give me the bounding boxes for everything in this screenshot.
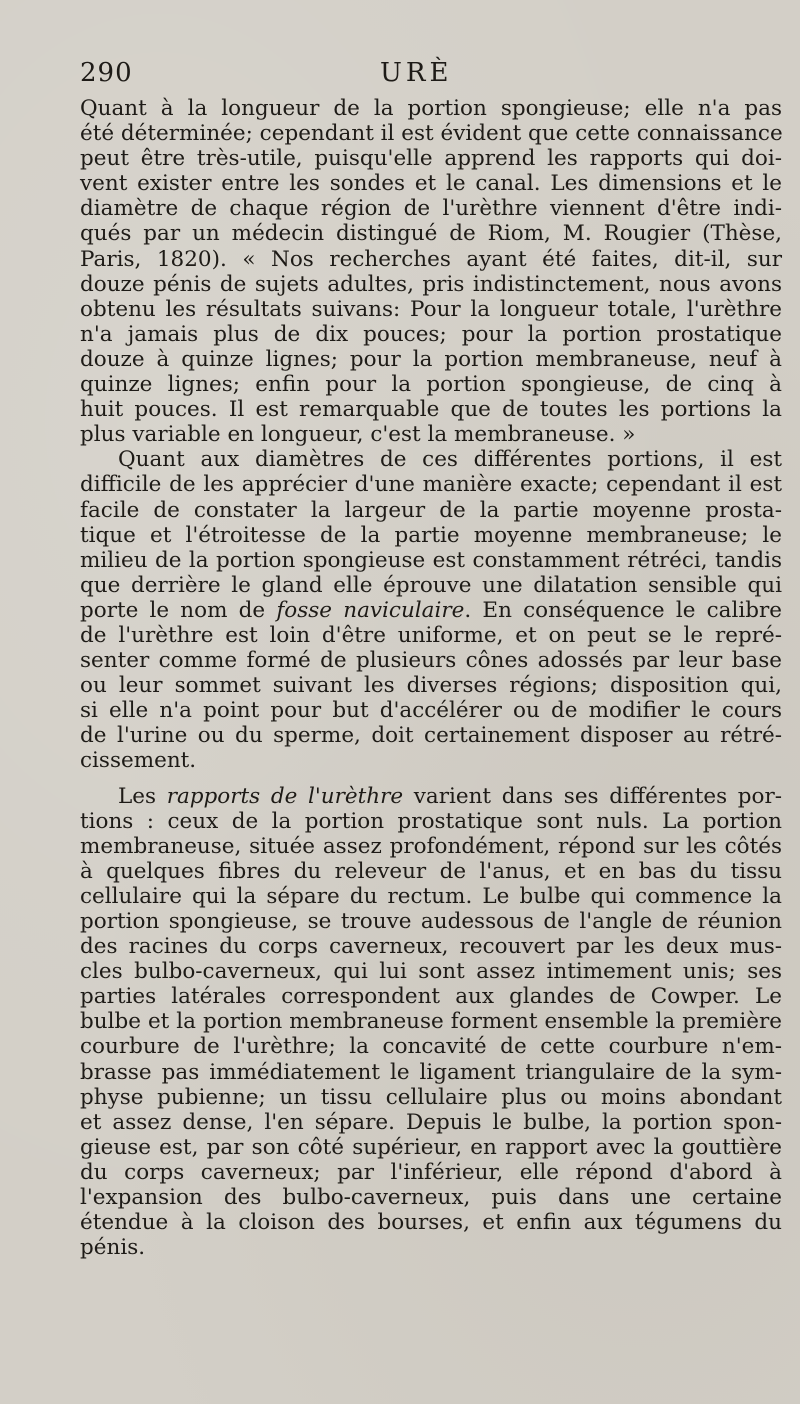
text-line: diamètre de chaque région de l'urèthre viennent d'être indi-: [80, 196, 782, 222]
text-line: plus variable en longueur, c'est la membraneuse. »: [80, 422, 636, 448]
italic-term: rapports de l'urèthre: [166, 783, 404, 809]
text-run: . En conséquence le calibre: [464, 597, 782, 623]
text-line: des racines du corps caverneux, recouvert par les deux mus-: [80, 934, 782, 960]
body-text: [80, 96, 782, 1260]
text-line: douze pénis de sujets adultes, pris indistinctement, nous avons: [80, 271, 782, 297]
text-line: que derrière le gland elle éprouve une dilatation sensible qui: [80, 572, 782, 598]
text-line: douze à quinze lignes; pour la portion membraneuse, neuf à: [80, 346, 782, 372]
text-line: Quant aux diamètres de ces différentes portions, il est: [118, 447, 782, 473]
text-line: qués par un médecin distingué de Riom, M. Rougier (Thèse,: [80, 221, 782, 247]
text-run: Les: [118, 783, 167, 809]
text-run: varient dans ses différentes por-: [403, 783, 783, 809]
text-line: difficile de les apprécier d'une manière exacte; cependant il est: [80, 472, 782, 498]
text-line: vent exister entre les sondes et le canal. Les dimensions et le: [80, 171, 782, 197]
running-head: URÈ: [380, 58, 453, 88]
paragraph: [80, 447, 782, 773]
paragraph: [80, 96, 782, 447]
text-line: huit pouces. Il est remarquable que de toutes les portions la: [80, 397, 782, 423]
text-line: tique et l'étroitesse de la partie moyenne membraneuse; le: [80, 522, 782, 548]
text-line: physe pubienne; un tissu cellulaire plus ou moins abondant: [80, 1084, 782, 1110]
text-line: portion spongieuse, se trouve audessous de l'angle de réunion: [80, 909, 782, 934]
text-line: courbure de l'urèthre; la concavité de cette courbure n'em-: [80, 1034, 782, 1060]
text-line: facile de constater la largeur de la partie moyenne prosta-: [80, 497, 782, 523]
text-line: cissement.: [80, 748, 197, 774]
page-number: 290: [80, 58, 133, 88]
page-header: [80, 58, 780, 94]
text-line: obtenu les résultats suivans: Pour la longueur totale, l'urèthre: [80, 296, 782, 322]
text-line: Quant à la longueur de la portion spongieuse; elle n'a pas: [80, 96, 782, 121]
text-line: ou leur sommet suivant les diverses régions; disposition qui,: [80, 673, 782, 699]
paragraph-gap: [80, 774, 782, 784]
text-line: bulbe et la portion membraneuse forment ensemble la première: [80, 1009, 782, 1035]
text-line: n'a jamais plus de dix pouces; pour la portion prostatique: [80, 321, 782, 347]
text-line: et assez dense, l'en sépare. Depuis le bulbe, la portion spon-: [80, 1109, 782, 1135]
text-line: étendue à la cloison des bourses, et enfin aux tégumens du: [80, 1210, 782, 1236]
text-line: senter comme formé de plusieurs cônes adossés par leur base: [80, 648, 782, 674]
text-line: de l'urine ou du sperme, doit certainement disposer au rétré-: [80, 723, 782, 749]
text-line: été déterminée; cependant il est évident que cette connaissance: [80, 121, 783, 147]
text-line: pénis.: [80, 1235, 146, 1261]
text-line: brasse pas immédiatement le ligament triangulaire de la sym-: [80, 1059, 782, 1085]
text-line: parties latérales correspondent aux glandes de Cowper. Le: [80, 984, 782, 1010]
text-line: de l'urèthre est loin d'être uniforme, et on peut se le repré-: [80, 622, 782, 648]
text-line: si elle n'a point pour but d'accélérer ou de modifier le cours: [80, 698, 782, 724]
text-line: [80, 598, 782, 623]
italic-term: fosse naviculaire: [276, 597, 465, 623]
text-line: [80, 784, 782, 809]
text-line: milieu de la portion spongieuse est constamment rétréci, tandis: [80, 547, 782, 573]
text-line: peut être très-utile, puisqu'elle apprend les rapports qui doi-: [80, 146, 782, 172]
text-line: gieuse est, par son côté supérieur, en rapport avec la gouttière: [80, 1134, 782, 1160]
text-line: cles bulbo-caverneux, qui lui sont assez intimement unis; ses: [80, 959, 782, 985]
text-line: membraneuse, située assez profondément, répond sur les côtés: [80, 833, 782, 859]
text-run: porte le nom de: [80, 597, 277, 623]
text-line: quinze lignes; enfin pour la portion spongieuse, de cinq à: [80, 372, 782, 398]
text-line: l'expansion des bulbo-caverneux, puis dans une certaine: [80, 1185, 782, 1211]
paragraph: [80, 784, 782, 1261]
text-line: du corps caverneux; par l'inférieur, elle répond d'abord à: [80, 1159, 782, 1185]
text-line: tions : ceux de la portion prostatique sont nuls. La portion: [80, 808, 782, 834]
text-line: Paris, 1820). « Nos recherches ayant été faites, dit-il, sur: [80, 246, 782, 272]
text-line: cellulaire qui la sépare du rectum. Le bulbe qui commence la: [80, 883, 782, 909]
text-line: à quelques fibres du releveur de l'anus, et en bas du tissu: [80, 858, 782, 884]
